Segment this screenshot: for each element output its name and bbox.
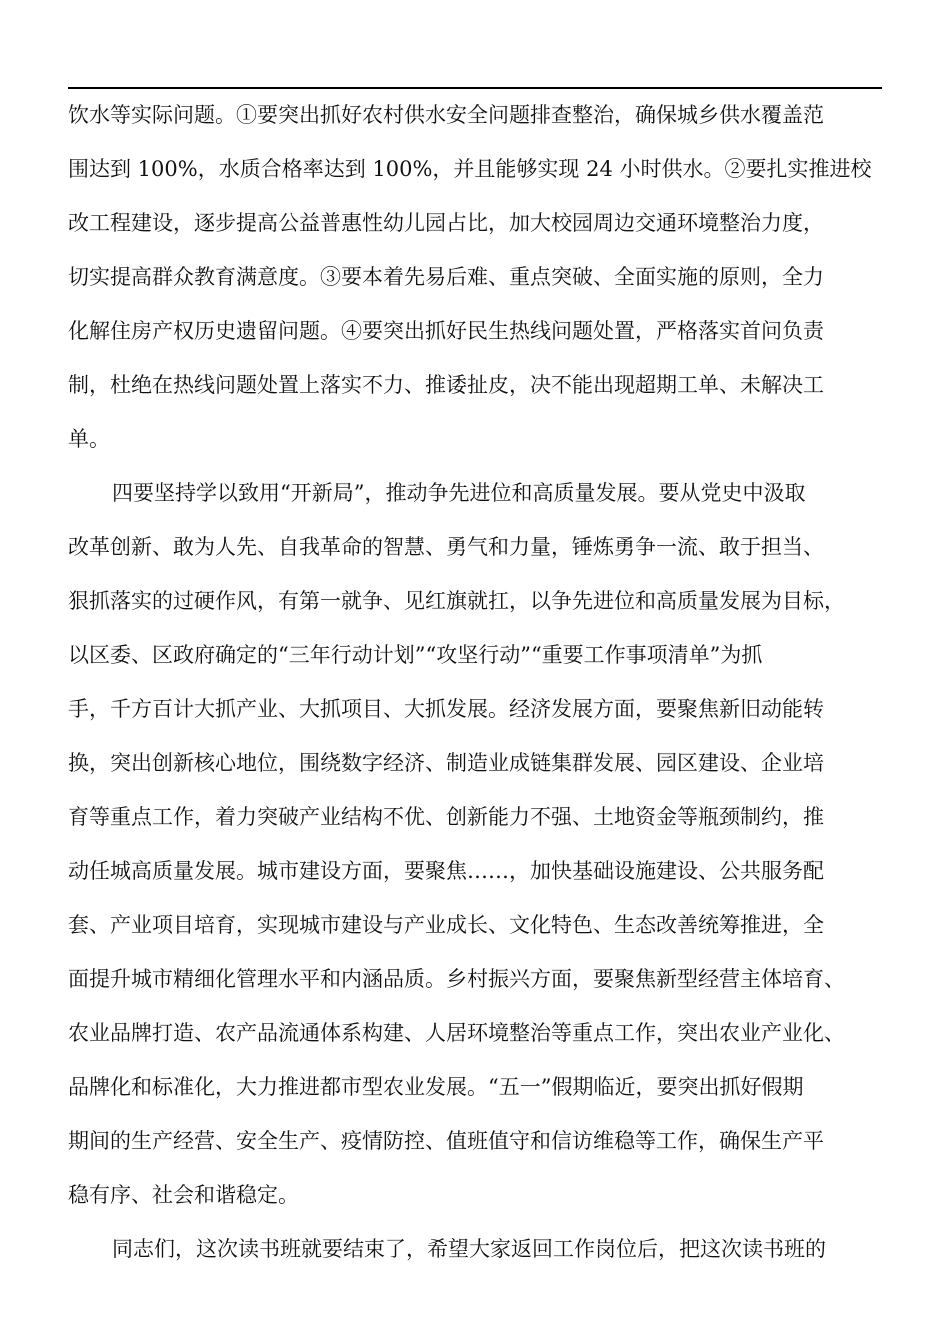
paragraph (68, 1222, 882, 1276)
text-line: 改工程建设，逐步提高公益普惠性幼儿园占比，加大校园周边交通环境整治力度， (68, 211, 824, 235)
text-line: 品牌化和标准化，大力推进都市型农业发展。“五一”假期临近，要突出抓好假期 (68, 1075, 804, 1099)
text-line: 制，杜绝在热线问题处置上落实不力、推诿扯皮，决不能出现超期工单、未解决工 (68, 373, 824, 397)
text-line: 稳有序、社会和谐稳定。 (68, 1183, 299, 1207)
text-line: 套、产业项目培育，实现城市建设与产业成长、文化特色、生态改善统筹推进，全 (68, 913, 824, 937)
text-line: 单。 (68, 427, 110, 451)
text-line: 化解住房产权历史遗留问题。④要突出抓好民生热线问题处置，严格落实首问负责 (68, 319, 824, 343)
text-line: 饮水等实际问题。①要突出抓好农村供水安全问题排查整治，确保城乡供水覆盖范 (68, 103, 824, 127)
text-line: 以区委、区政府确定的“三年行动计划”“攻坚行动”“重要工作事项清单”为抓 (68, 643, 763, 667)
text-line: 四要坚持学以致用“开新局”，推动争先进位和高质量发展。要从党史中汲取 (112, 481, 806, 505)
text-line: 手，千方百计大抓产业、大抓项目、大抓发展。经济发展方面，要聚焦新旧动能转 (68, 697, 824, 721)
text-line: 面提升城市精细化管理水平和内涵品质。乡村振兴方面，要聚焦新型经营主体培育、 (68, 967, 845, 991)
text-line: 农业品牌打造、农产品流通体系构建、人居环境整治等重点工作，突出农业产业化、 (68, 1021, 845, 1045)
text-line: 期间的生产经营、安全生产、疫情防控、值班值守和信访维稳等工作，确保生产平 (68, 1129, 824, 1153)
body-text (68, 88, 882, 1276)
text-line: 同志们，这次读书班就要结束了，希望大家返回工作岗位后，把这次读书班的 (112, 1237, 826, 1261)
text-line: 切实提高群众教育满意度。③要本着先易后难、重点突破、全面实施的原则，全力 (68, 265, 824, 289)
text-line: 换，突出创新核心地位，围绕数字经济、制造业成链集群发展、园区建设、企业培 (68, 751, 824, 775)
text-line: 育等重点工作，着力突破产业结构不优、创新能力不强、土地资金等瓶颈制约，推 (68, 805, 824, 829)
text-line: 围达到 100%，水质合格率达到 100%，并且能够实现 24 小时供水。②要扎实推进校 (68, 157, 872, 181)
text-line: 狠抓落实的过硬作风，有第一就争、见红旗就扛，以争先进位和高质量发展为目标， (68, 589, 845, 613)
paragraph (68, 88, 882, 466)
text-line: 动任城高质量发展。城市建设方面，要聚焦……，加快基础设施建设、公共服务配 (68, 859, 824, 883)
paragraph (68, 466, 882, 1222)
text-line: 改革创新、敢为人先、自我革命的智慧、勇气和力量，锤炼勇争一流、敢于担当、 (68, 535, 824, 559)
